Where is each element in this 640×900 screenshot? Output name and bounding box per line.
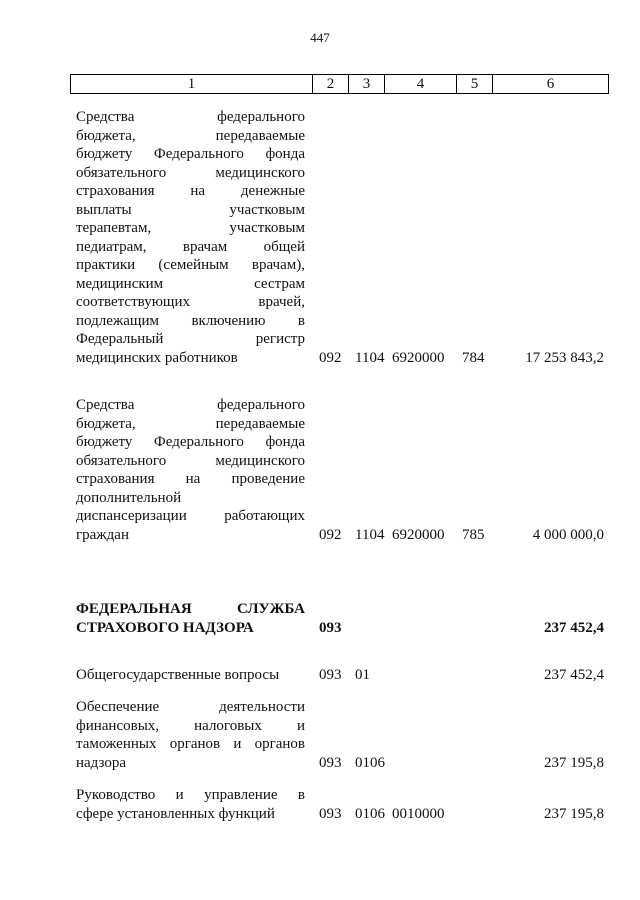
row-name-line: практики (семейным врачам), [76,257,305,273]
row-cell-c6: 237 452,4 [544,619,604,636]
row-name-line: Руководство и управление в [76,787,305,803]
row-name [76,666,305,685]
row-name [76,600,305,637]
row-name [76,698,305,772]
row-name-line: педиатрам, врачам общей [76,238,305,255]
row-name-line: Федеральный регистр [76,331,305,347]
header-col-6: 6 [492,74,609,94]
row-cell-c3: 1104 [355,349,385,366]
row-name-line: бюджета, передаваемые [76,415,305,432]
row-cell-c5: 784 [462,349,485,366]
row-cell-c3: 01 [355,667,370,683]
row-cell-c6: 237 452,4 [544,667,604,683]
header-col-4: 4 [384,74,457,94]
row-name [76,786,305,823]
row-cell-c2: 093 [319,805,342,822]
row-name-line: надзора [76,754,126,771]
header-col-3: 3 [348,74,385,94]
row-name-line: финансовых, налоговых и [76,717,305,734]
row-cell-c2: 093 [319,667,342,683]
row-name-line: Средства федерального [76,109,305,125]
row-name-line: ФЕДЕРАЛЬНАЯ СЛУЖБА [76,601,305,617]
row-name-line: СТРАХОВОГО НАДЗОРА [76,619,254,636]
row-cell-c4: 6920000 [392,526,445,543]
row-name-line: обязательного медицинского [76,164,305,181]
row-name-line: Средства федерального [76,397,305,413]
row-cell-c2: 093 [319,619,342,636]
row-cell-c2: 093 [319,754,342,771]
row-name-line: терапевтам, участковым [76,220,305,236]
row-name-line: страхования на проведение [76,471,305,487]
row-cell-c5: 785 [462,526,485,543]
row-name-line: выплаты участковым [76,201,305,218]
row-name-line: таможенных органов и органов [76,736,305,752]
row-name [76,108,305,367]
row-cell-c6: 237 195,8 [544,754,604,771]
row-name-line: граждан [76,526,129,543]
row-cell-c3: 1104 [355,526,385,543]
row-name-line: бюджету Федерального фонда [76,146,305,162]
row-cell-c6: 4 000 000,0 [532,526,604,543]
row-name-line: страхования на денежные [76,183,305,199]
row-name-line: Общегосударственные вопросы [76,667,280,683]
row-name-line: обязательного медицинского [76,452,305,469]
row-cell-c6: 17 253 843,2 [525,349,604,366]
header-col-1: 1 [70,74,313,94]
header-col-5: 5 [456,74,493,94]
row-name-line: сфере установленных функций [76,805,275,822]
row-cell-c3: 0106 [355,754,385,771]
page-number: 447 [310,30,330,45]
row-name-line: дополнительной [76,489,182,506]
row-name [76,396,305,544]
header-col-2: 2 [312,74,349,94]
row-cell-c3: 0106 [355,805,385,822]
row-name-line: медицинским сестрам [76,275,305,292]
row-name-line: Обеспечение деятельности [76,699,305,715]
row-name-line: соответствующих врачей, [76,294,305,310]
row-name-line: подлежащим включению в [76,312,305,329]
row-cell-c2: 092 [319,526,342,543]
row-cell-c6: 237 195,8 [544,805,604,822]
row-cell-c2: 092 [319,349,342,366]
row-name-line: диспансеризации работающих [76,508,305,524]
row-name-line: бюджета, передаваемые [76,127,305,144]
row-cell-c4: 6920000 [392,349,445,366]
row-name-line: бюджету Федерального фонда [76,434,305,450]
row-cell-c4: 0010000 [392,805,445,822]
row-name-line: медицинских работников [76,349,238,366]
